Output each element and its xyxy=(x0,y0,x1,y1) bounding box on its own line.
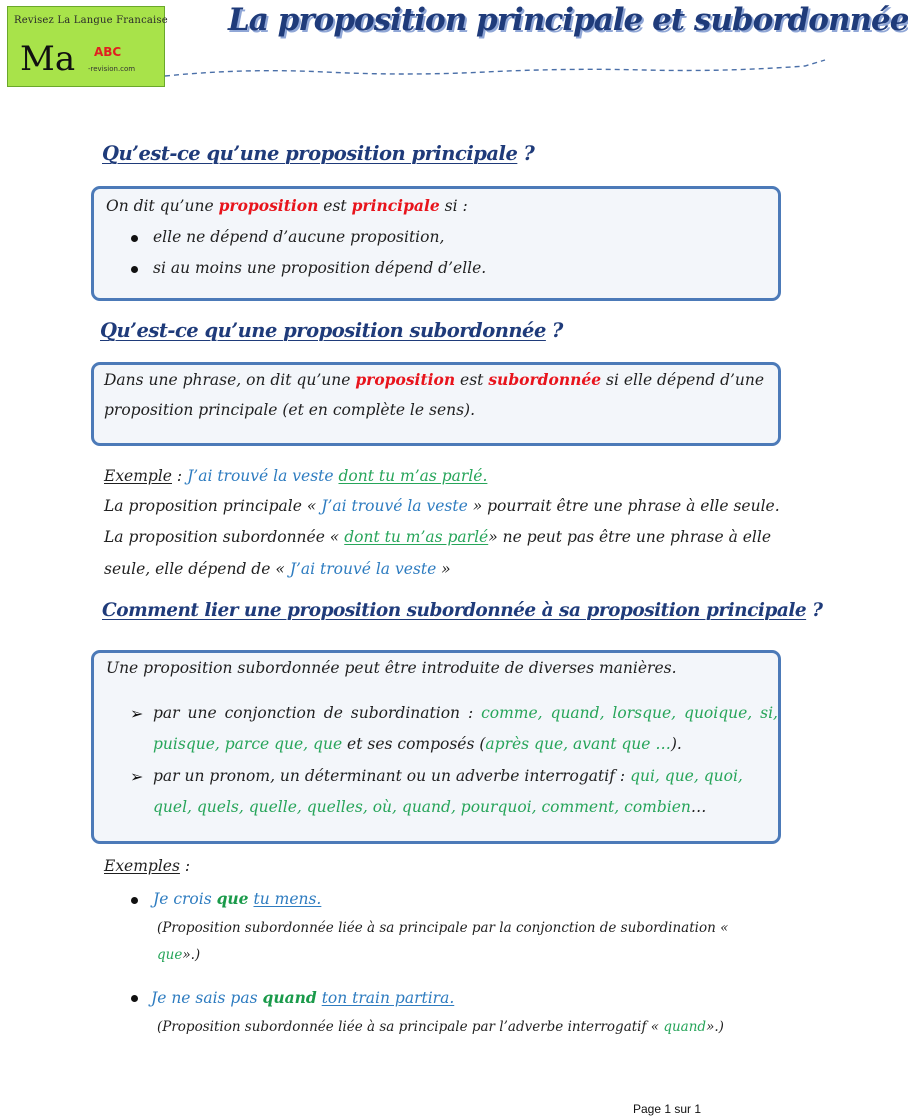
logo-tagline: Revisez La Langue Francaise xyxy=(14,15,168,26)
conjonction-line2: puisque, parce que, que et ses composés (après que, avant que …). xyxy=(153,735,682,753)
heading-principale: Qu’est-ce qu’une proposition principale ? xyxy=(102,142,535,165)
example-que-note-end: que».) xyxy=(157,947,201,963)
header-wave-divider xyxy=(165,60,827,84)
bullet-dot xyxy=(131,897,138,904)
lier-intro: Une proposition subordonnée peut être introduite de diverses manières. xyxy=(106,659,677,677)
interrogatif-line1: par un pronom, un déterminant ou un adverbe interrogatif : qui, que, quoi, xyxy=(153,767,743,785)
bullet-dot xyxy=(131,266,138,273)
subordonnee-definition-line2: proposition principale (et en complète le sens). xyxy=(104,401,476,419)
logo-abc: ABC xyxy=(94,45,122,59)
example-explanation-2: La proposition subordonnée « dont tu m’as parlé» ne peut pas être une phrase à elle xyxy=(104,528,772,546)
logo-site: -revision.com xyxy=(88,65,136,73)
example-sentence: Exemple : J’ai trouvé la veste dont tu m’as parlé. xyxy=(104,467,488,485)
example-que: Je crois que tu mens. xyxy=(153,889,322,908)
bullet-dot xyxy=(131,995,138,1002)
examples-label: Exemples : xyxy=(104,857,191,875)
example-explanation-3: seule, elle dépend de « J’ai trouvé la veste » xyxy=(104,560,451,578)
list-item: si au moins une proposition dépend d’elle. xyxy=(153,259,487,277)
heading-subordonnee: Qu’est-ce qu’une proposition subordonnée ? xyxy=(100,319,563,342)
bullet-dot xyxy=(131,235,138,242)
example-quand-note: (Proposition subordonnée liée à sa principale par l’adverbe interrogatif « quand».) xyxy=(157,1019,724,1035)
example-explanation-1: La proposition principale « J’ai trouvé la veste » pourrait être une phrase à elle seule. xyxy=(104,497,780,515)
logo-ma: Ma xyxy=(20,39,76,79)
list-item: elle ne dépend d’aucune proposition, xyxy=(153,228,445,246)
principale-definition: On dit qu’une proposition est principale si : xyxy=(106,196,468,215)
interrogatif-line2: quel, quels, quelle, quelles, où, quand, pourquoi, comment, combien… xyxy=(153,798,707,816)
example-que-note: (Proposition subordonnée liée à sa principale par la conjonction de subordination « xyxy=(157,920,729,936)
arrow-bullet-icon: ➢ xyxy=(130,767,144,786)
arrow-bullet-icon: ➢ xyxy=(130,704,144,723)
page-number: Page 1 sur 1 xyxy=(633,1102,702,1116)
subordonnee-definition-line1: Dans une phrase, on dit qu’une proposition est subordonnée si elle dépend d’une xyxy=(104,370,765,389)
example-quand: Je ne sais pas quand ton train partira. xyxy=(151,988,455,1007)
site-logo xyxy=(7,6,168,87)
heading-comment-lier: Comment lier une proposition subordonnée à sa proposition principale ? xyxy=(102,600,823,621)
document-title: La proposition principale et subordonnée xyxy=(228,2,908,38)
conjonction-line1: par une conjonction de subordination : comme, quand, lorsque, quoique, si, xyxy=(153,704,778,722)
